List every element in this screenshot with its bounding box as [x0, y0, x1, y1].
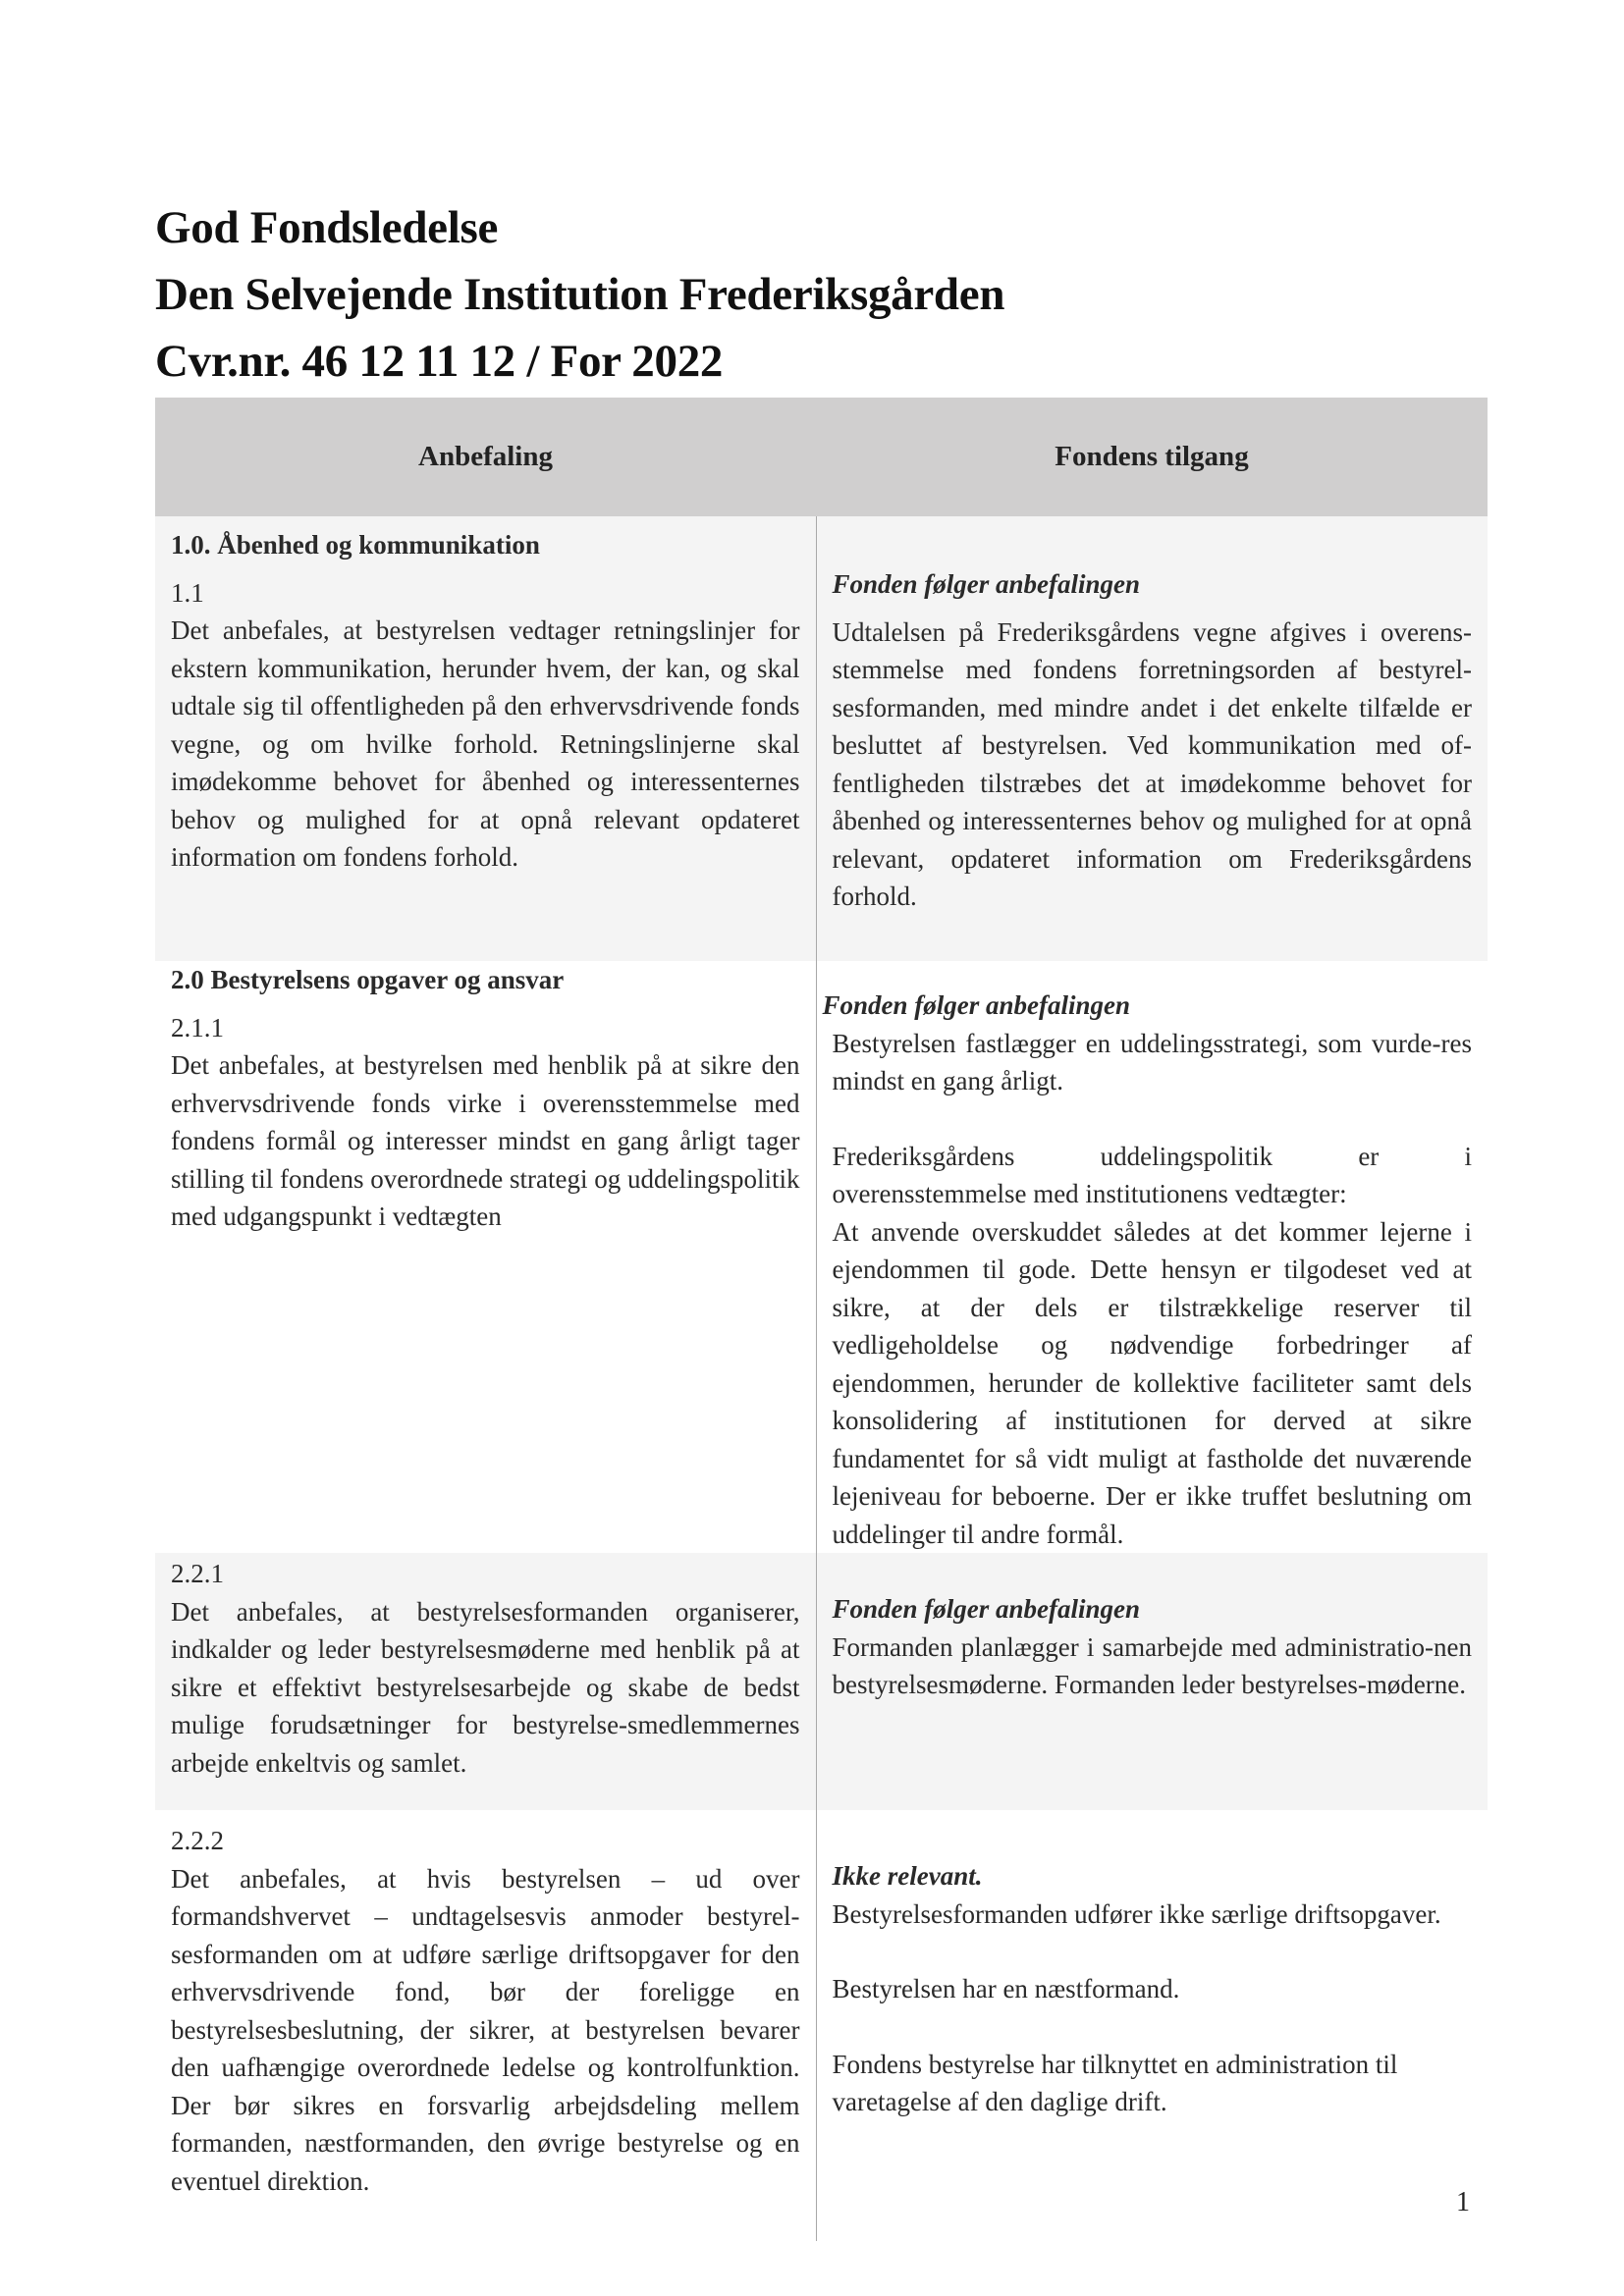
title-line-2: Den Selvejende Institution Frederiksgården	[155, 269, 1005, 320]
table-row	[155, 516, 1488, 961]
title-line-3: Cvr.nr. 46 12 11 12 / For 2022	[155, 336, 724, 387]
page-number: 1	[1456, 2187, 1470, 2217]
recommendation-text: Det anbefales, at bestyrelsen med henblik på at sikre den erhvervsdrivende fonds virke i overensstemmelse med fondens formål og interesser mindst en gang årligt tager stilling til fondens overordnede strategi og uddelingspolitik med udgangspunkt i vedtægten	[171, 1050, 800, 1231]
recommendation-cell	[155, 1553, 816, 1810]
recommendation-number: 2.2.1	[171, 1559, 224, 1588]
recommendation-number: 1.1	[171, 577, 204, 608]
title-line-1: God Fondsledelse	[155, 202, 499, 253]
approach-cell	[816, 1553, 1488, 1810]
approach-text: Udtalelsen på Frederiksgårdens vegne afgives i overens-stemmelse med fondens forretningsorden af bestyrel-sesformanden, med mindre andet i det enkelte tilfælde er besluttet af bestyrelsen. Ved kommunikation med of-fentligheden tilstræbes det at imødekomme behovet for åbenhed og interessenternes behov og mulighed for at opnå relevant, opdateret information om Frederiksgårdens forhold.	[832, 616, 1472, 911]
recommendation-text: Det anbefales, at bestyrelsesformanden organiserer, indkalder og leder bestyrelsesmøderne med henblik på at sikre et effektivt bestyrelsesarbejde og skabe de bedst mulige forudsætninger for bestyrelse-smedlemmernes arbejde enkeltvis og samlet.	[171, 1596, 800, 1778]
table-row	[155, 1553, 1488, 1810]
approach-text: overensstemmelse med institutionens vedtægter:	[832, 1179, 1347, 1208]
approach-text: Fondens bestyrelse har tilknyttet en administration til varetagelse af den daglige drift.	[832, 2049, 1398, 2116]
compliance-status: Fonden følger anbefalingen	[832, 1594, 1141, 1624]
compliance-status: Fonden følger anbefalingen	[822, 990, 1131, 1020]
section-heading: 2.0 Bestyrelsens opgaver og ansvar	[171, 965, 565, 994]
governance-table	[155, 398, 1488, 2241]
section-heading: 1.0. Åbenhed og kommunikation	[171, 530, 540, 560]
recommendation-cell	[155, 1810, 816, 2241]
compliance-status: Fonden følger anbefalingen	[832, 569, 1141, 599]
approach-text: Bestyrelsen har en næstformand.	[832, 1974, 1180, 2003]
approach-text: Bestyrelsen fastlægger en uddelingsstrategi, som vurde-res mindst en gang årligt.	[832, 1028, 1472, 1095]
approach-cell	[816, 961, 1488, 1553]
header-recommendation: Anbefaling	[155, 398, 816, 516]
approach-cell	[816, 1810, 1488, 2241]
table-header-row	[155, 398, 1488, 516]
approach-cell	[816, 516, 1488, 961]
header-approach: Fondens tilgang	[816, 398, 1488, 516]
recommendation-cell	[155, 516, 816, 961]
recommendation-text: Det anbefales, at hvis bestyrelsen – ud over formandshvervet – undtagelsesvis anmoder bestyrel-sesformanden om at udføre særlige driftsopgaver for den erhvervsdrivende fond, bør der foreligge en bestyrelsesbeslutning, der sikrer, at bestyrelsen bevarer den uafhængige overordnede ledelse og kontrolfunktion. Der bør sikres en forsvarlig arbejdsdeling mellem formanden, næstformanden, den øvrige bestyrelse og en eventuel direktion.	[171, 1863, 800, 2196]
compliance-status: Ikke relevant.	[832, 1861, 983, 1891]
recommendation-number: 2.1.1	[171, 1012, 224, 1042]
document-title	[155, 194, 1004, 395]
approach-text: Frederiksgårdens uddelingspolitik er i	[832, 1141, 1472, 1171]
approach-text: At anvende overskuddet således at det kommer lejerne i ejendommen til gode. Dette hensyn er tilgodeset ved at sikre, at der dels er tilstrækkelige reserver til vedligeholdelse og nødvendige forbedringer af ejendommen, herunder de kollektive faciliteter samt dels konsolidering af institutionen for derved at sikre fundamentet for så vidt muligt at fastholde det nuværende lejeniveau for beboerne. Der er ikke truffet beslutning om uddelinger til andre formål.	[832, 1216, 1472, 1549]
recommendation-cell	[155, 961, 816, 1553]
recommendation-number: 2.2.2	[171, 1826, 224, 1855]
table-row	[155, 1810, 1488, 2241]
approach-text: Formanden planlægger i samarbejde med administratio-nen bestyrelsesmøderne. Formanden leder bestyrelses-møderne.	[832, 1631, 1472, 1699]
table-row	[155, 961, 1488, 1553]
recommendation-text: Det anbefales, at bestyrelsen vedtager retningslinjer for ekstern kommunikation, herunder hvem, der kan, og skal udtale sig til offentligheden på den erhvervsdrivende fonds vegne, og om hvilke forhold. Retningslinjerne skal imødekomme behovet for åbenhed og interessenternes behov og mulighed for at opnå relevant opdateret information om fondens forhold.	[171, 615, 800, 872]
approach-text: Bestyrelsesformanden udfører ikke særlige driftsopgaver.	[832, 1898, 1441, 1929]
